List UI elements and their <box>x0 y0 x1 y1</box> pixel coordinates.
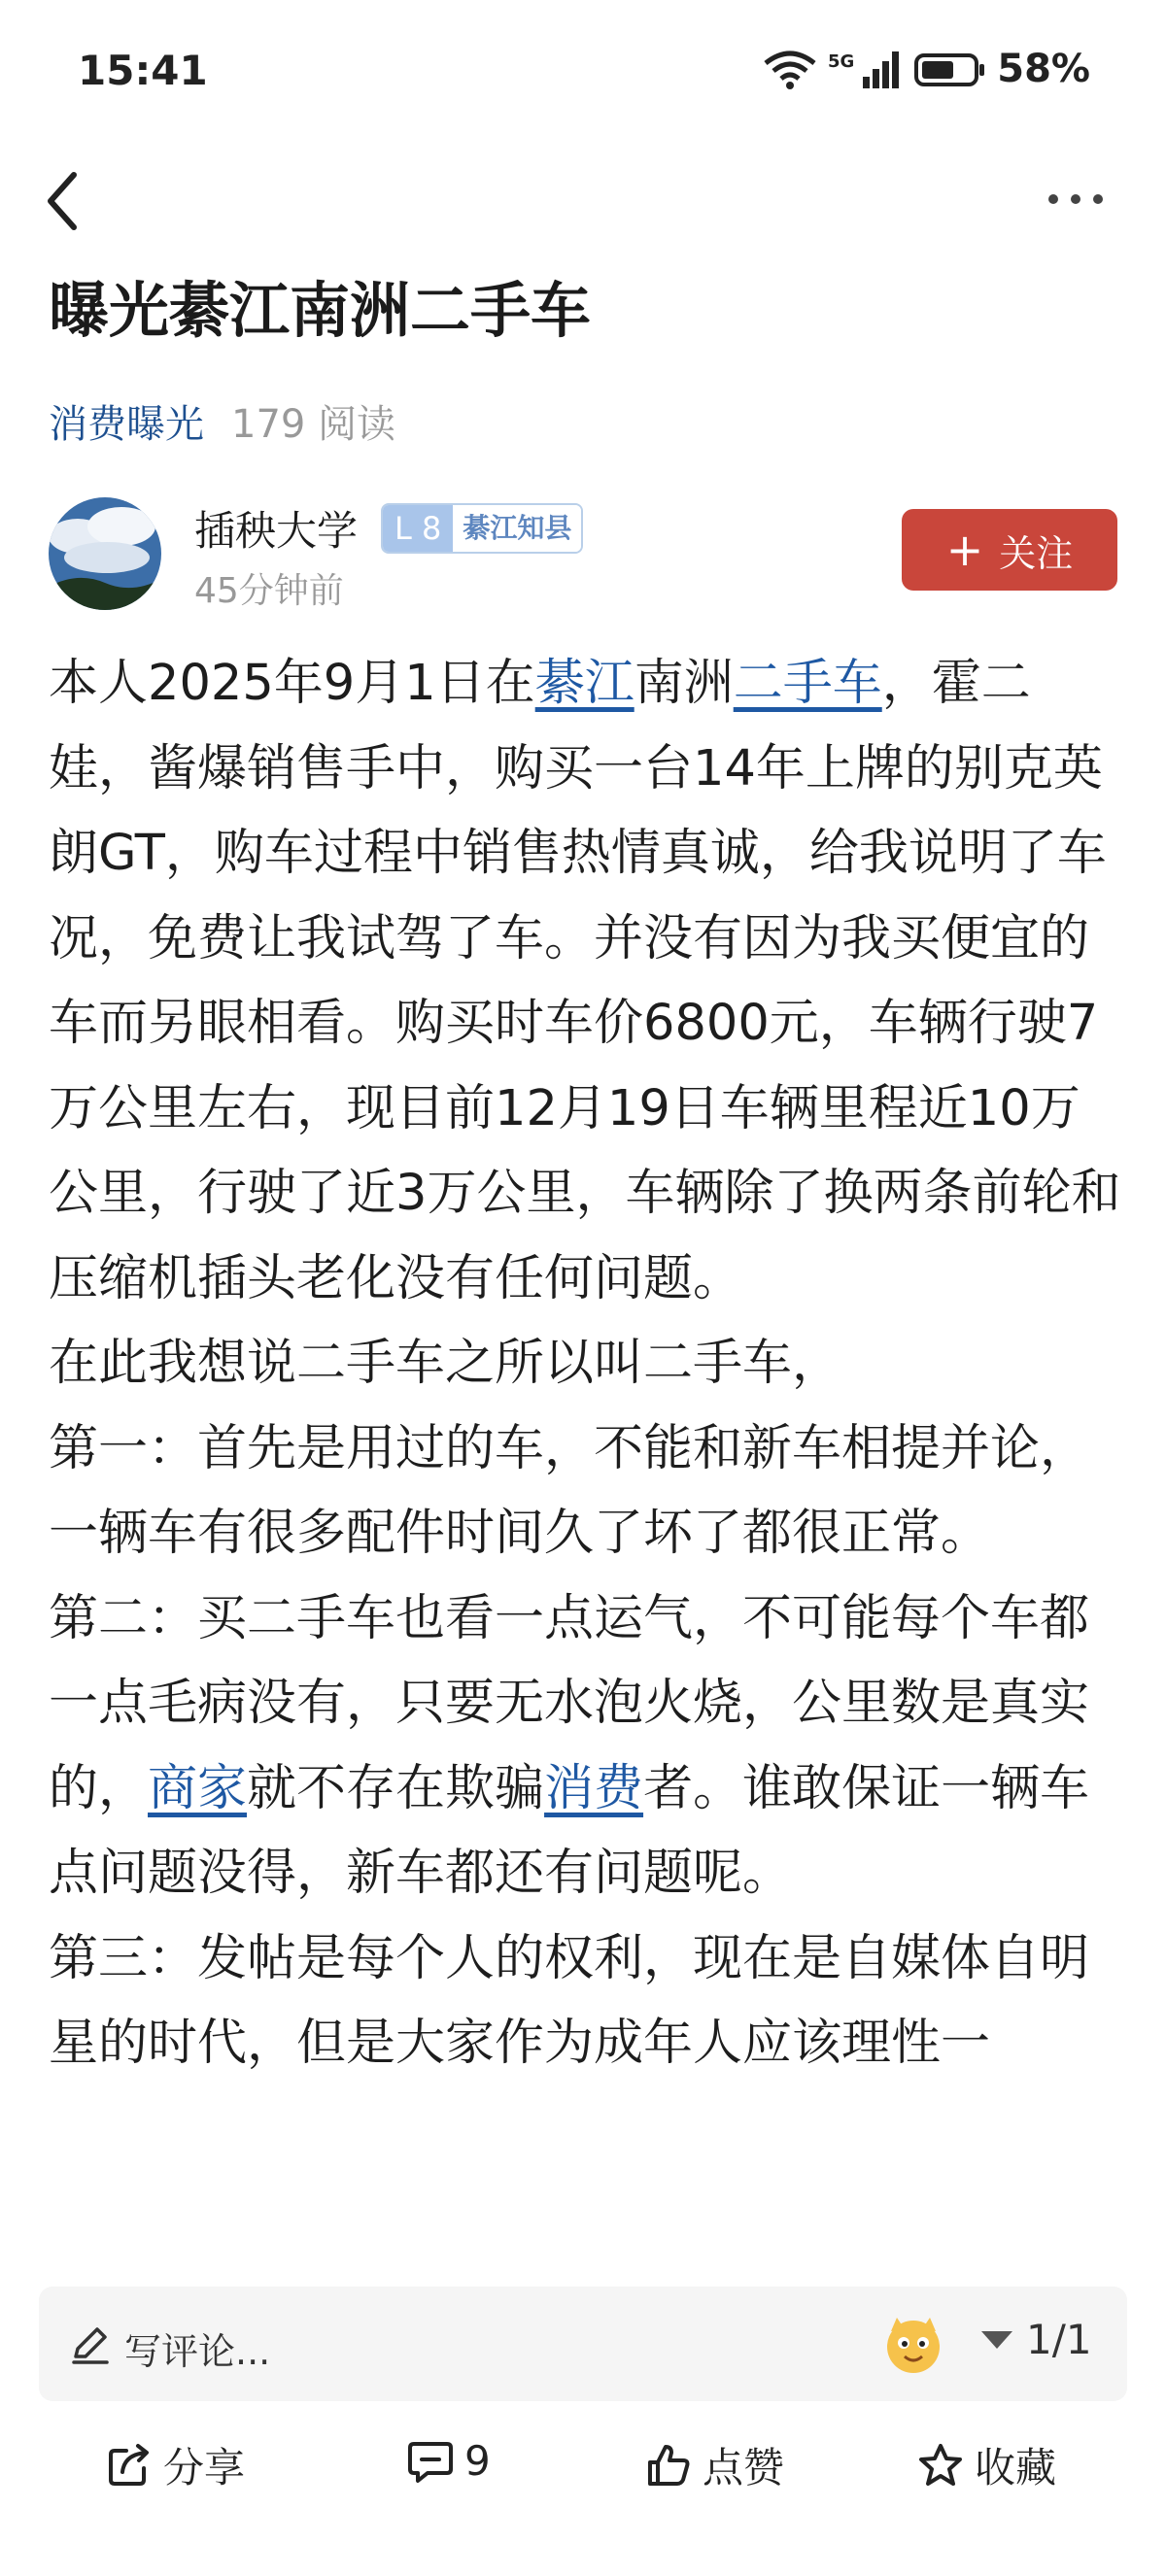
follow-button[interactable] <box>902 509 1117 591</box>
post-meta <box>49 393 395 449</box>
content-fade <box>0 2213 1166 2271</box>
text-run: 就不存在欺骗 <box>247 1759 545 1817</box>
author-name[interactable]: 插秧大学 <box>194 507 359 555</box>
emoji-icon[interactable] <box>879 2310 947 2378</box>
battery-icon <box>913 48 987 90</box>
text-run: ，霍二娃，酱爆销售手中，购买一台14年上牌的别克英朗GT，购车过程中销售热情真诚，给我说明了车况，免费让我试驾了车。并没有因为我买便宜的车而另眼相看。购买时车价6800元，车辆行驶7万公里左右，现目前12月19日车辆里程近10万公里，行驶了近3万公里，车辆除了换两条前轮和压缩机插头老化没有任何问题。 <box>49 655 1121 1307</box>
favorite-label: 收藏 <box>975 2444 1057 2491</box>
nav-bar <box>0 155 1166 243</box>
share-icon <box>105 2441 154 2490</box>
like-button[interactable] <box>644 2436 784 2494</box>
cellular-signal-icon <box>828 48 904 90</box>
share-button[interactable] <box>105 2436 245 2494</box>
comments-button[interactable] <box>406 2436 491 2485</box>
pen-icon <box>68 2322 113 2366</box>
comment-placeholder[interactable]: 写评论... <box>124 2330 271 2373</box>
post-title: 曝光綦江南洲二手车 <box>49 275 592 346</box>
page-indicator: 1/1 <box>1026 2316 1092 2363</box>
keyword-link[interactable]: 二手车 <box>733 655 882 712</box>
status-icons <box>762 47 1090 91</box>
paragraph: 第三：发帖是每个人的权利，现在是自媒体自明星的时代，但是大家作为成年人应该理性一 <box>49 1929 1090 2072</box>
thumbs-up-icon <box>644 2441 693 2490</box>
text-run: 本人2025年9月1日在 <box>49 655 535 712</box>
keyword-link[interactable]: 消费 <box>544 1759 644 1817</box>
follow-label: 关注 <box>999 531 1074 575</box>
paragraph <box>49 641 1127 1321</box>
action-bar <box>0 2419 1166 2535</box>
read-count: 179 阅读 <box>231 402 396 447</box>
keyword-link[interactable]: 綦江 <box>534 655 634 712</box>
like-label: 点赞 <box>703 2444 785 2491</box>
more-options-icon[interactable] <box>1042 175 1110 223</box>
avatar-image <box>49 497 161 610</box>
page-selector[interactable] <box>981 2316 1092 2363</box>
author-row <box>49 497 1117 614</box>
author-avatar[interactable] <box>49 497 161 610</box>
comment-icon <box>406 2436 455 2485</box>
keyword-link[interactable]: 商家 <box>148 1759 248 1817</box>
text-run: 南洲 <box>634 655 734 712</box>
level-number: L 8 <box>383 505 453 552</box>
comment-count: 9 <box>464 2436 491 2485</box>
battery-percent: 58% <box>997 47 1090 91</box>
text-run: 第二：买二手车也看一点运气，不可能每个车都一点毛病没有，只要无水泡火烧，公里数是真实的， <box>49 1589 1090 1817</box>
paragraph: 第一：首先是用过的车，不能和新车相提并论，一辆车有很多配件时间久了坏了都很正常。 <box>49 1419 1090 1562</box>
post-body <box>49 641 1127 2254</box>
plus-icon: + <box>945 524 984 576</box>
favorite-button[interactable] <box>916 2436 1056 2494</box>
post-time: 45分钟前 <box>194 571 344 611</box>
text-run: 者。谁敢保证一辆车点问题没得，新车都还有问题呢。 <box>49 1759 1090 1902</box>
dropdown-triangle-icon <box>981 2331 1012 2349</box>
topic-link[interactable]: 消费曝光 <box>49 402 204 447</box>
wifi-icon <box>762 48 818 90</box>
paragraph: 在此我想说二手车之所以叫二手车， <box>49 1335 842 1392</box>
region-title: 綦江知县 <box>453 505 581 552</box>
user-level-badge <box>381 503 583 554</box>
star-icon <box>916 2441 965 2490</box>
paragraph <box>49 1576 1127 1916</box>
status-bar <box>0 0 1166 146</box>
share-label: 分享 <box>163 2444 246 2491</box>
back-arrow-icon[interactable] <box>41 167 84 235</box>
clock: 15:41 <box>78 47 208 94</box>
network-type-label: 5G <box>828 51 855 72</box>
comment-input-bar[interactable] <box>39 2287 1127 2401</box>
